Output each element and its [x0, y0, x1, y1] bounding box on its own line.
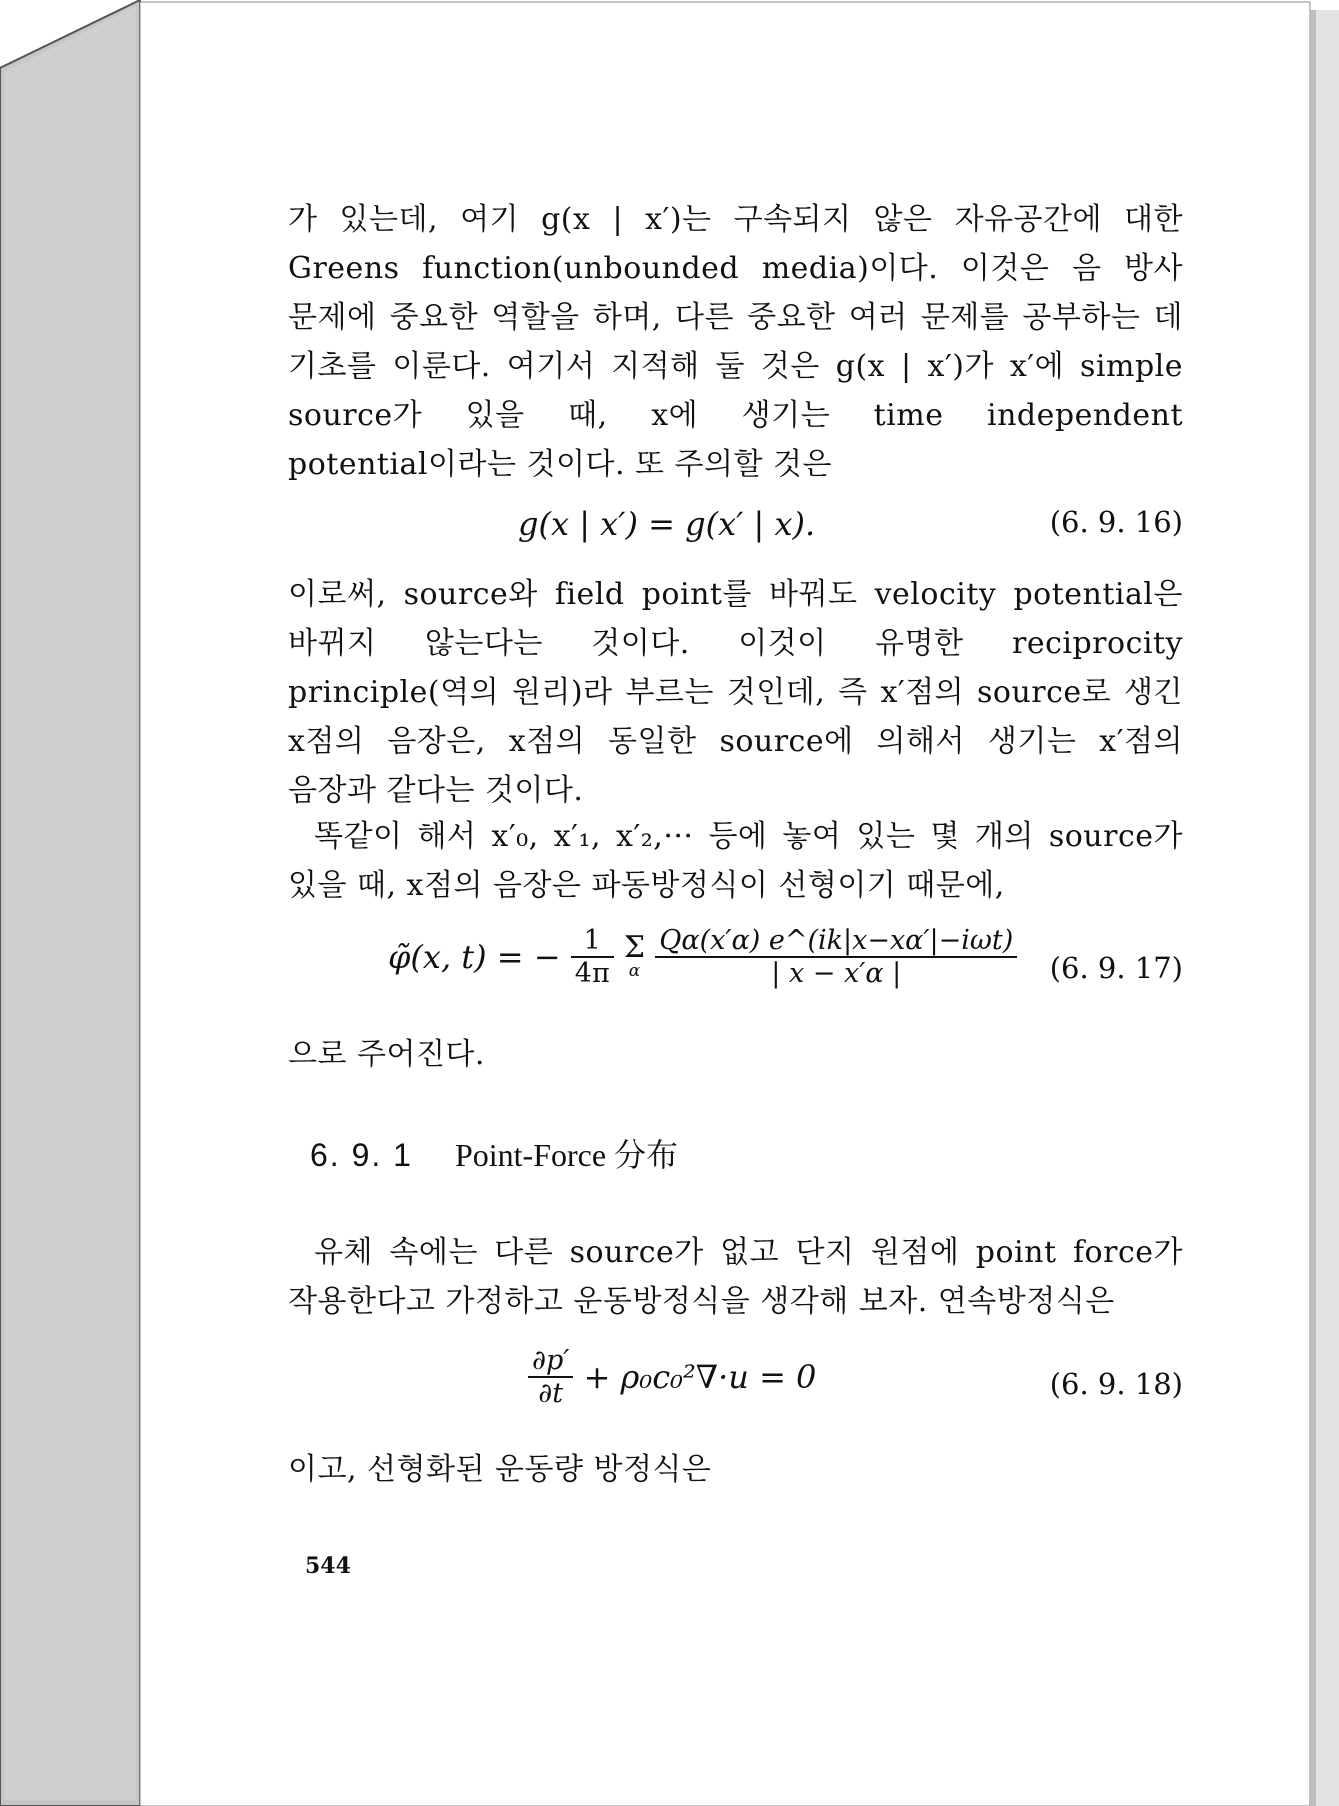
equation-6-9-17: [288, 925, 1183, 1015]
page-number: 544: [305, 1553, 351, 1579]
paragraph-reciprocity: 이로써, source와 field point를 바꿔도 velocity potential은 바뀌지 않는다는 것이다. 이것이 유명한 reciprocity principle(역의 원리)라 부르는 것인데, 즉 x′점의 source로 생긴 x점의 음장은, x점의 동일한 source에 의해서 생기는 x′점의 음장과 같다는 것이다.: [288, 577, 1183, 808]
equation-body: g(x | x′) = g(x′ | x).: [518, 505, 816, 543]
equation-6-9-16: [288, 505, 1183, 550]
paragraph-point-force: 유체 속에는 다른 source가 없고 단지 원점에 point force가 작용한다고 가정하고 운동방정식을 생각해 보자. 연속방정식은: [288, 1235, 1183, 1319]
equation-number: (6. 9. 17): [1049, 951, 1183, 985]
eq17-fraction: $\frac{\text{Qα(x′α) e\textasciicircum{}(ik|x−xα′|−iωt)}}{| x - x'\alpha |}$: [655, 925, 1017, 989]
section-number: 6. 9. 1: [310, 1137, 413, 1173]
equation-6-9-18: [288, 1345, 1183, 1425]
paragraph-multiple-sources: 똑같이 해서 x′₀, x′₁, x′₂,··· 등에 놓여 있는 몇 개의 source가 있을 때, x점의 음장은 파동방정식이 선형이기 때문에,: [288, 819, 1183, 903]
paragraph-intro: 가 있는데, 여기 g(x | x′)는 구속되지 않은 자유공간에 대한 Greens function(unbounded media)이다. 이것은 음 방사 문제에 중요한 역할을 하며, 다른 중요한 여러 문제를 공부하는 데 기초를 이룬다. 여기서 지적해 둘 것은 g(x | x′)가 x′에 simple source가 있을 때, x에 생기는 time independent potential이라는 것이다. 또 주의할 것은: [288, 202, 1183, 482]
section-title: Point-Force 分布: [454, 1137, 679, 1173]
eq17-lhs: φ̃(x, t) = −: [388, 938, 561, 976]
eq18-rest: + ρ₀c₀²∇·u = 0: [583, 1358, 817, 1396]
equation-number: (6. 9. 18): [1049, 1367, 1183, 1401]
section-heading: [310, 1130, 678, 1176]
equation-number: (6. 9. 16): [1049, 505, 1183, 539]
paragraph-momentum: 이고, 선형화된 운동량 방정식은: [288, 1452, 712, 1487]
eq17-sum: Σ α: [623, 930, 646, 981]
eq17-coefficient: $\frac{1}{4\pi}$: [571, 925, 614, 989]
eq18-fraction: $\frac{\partial p'}{\partial t}$: [528, 1345, 573, 1409]
paragraph-given: 으로 주어진다.: [288, 1037, 485, 1072]
